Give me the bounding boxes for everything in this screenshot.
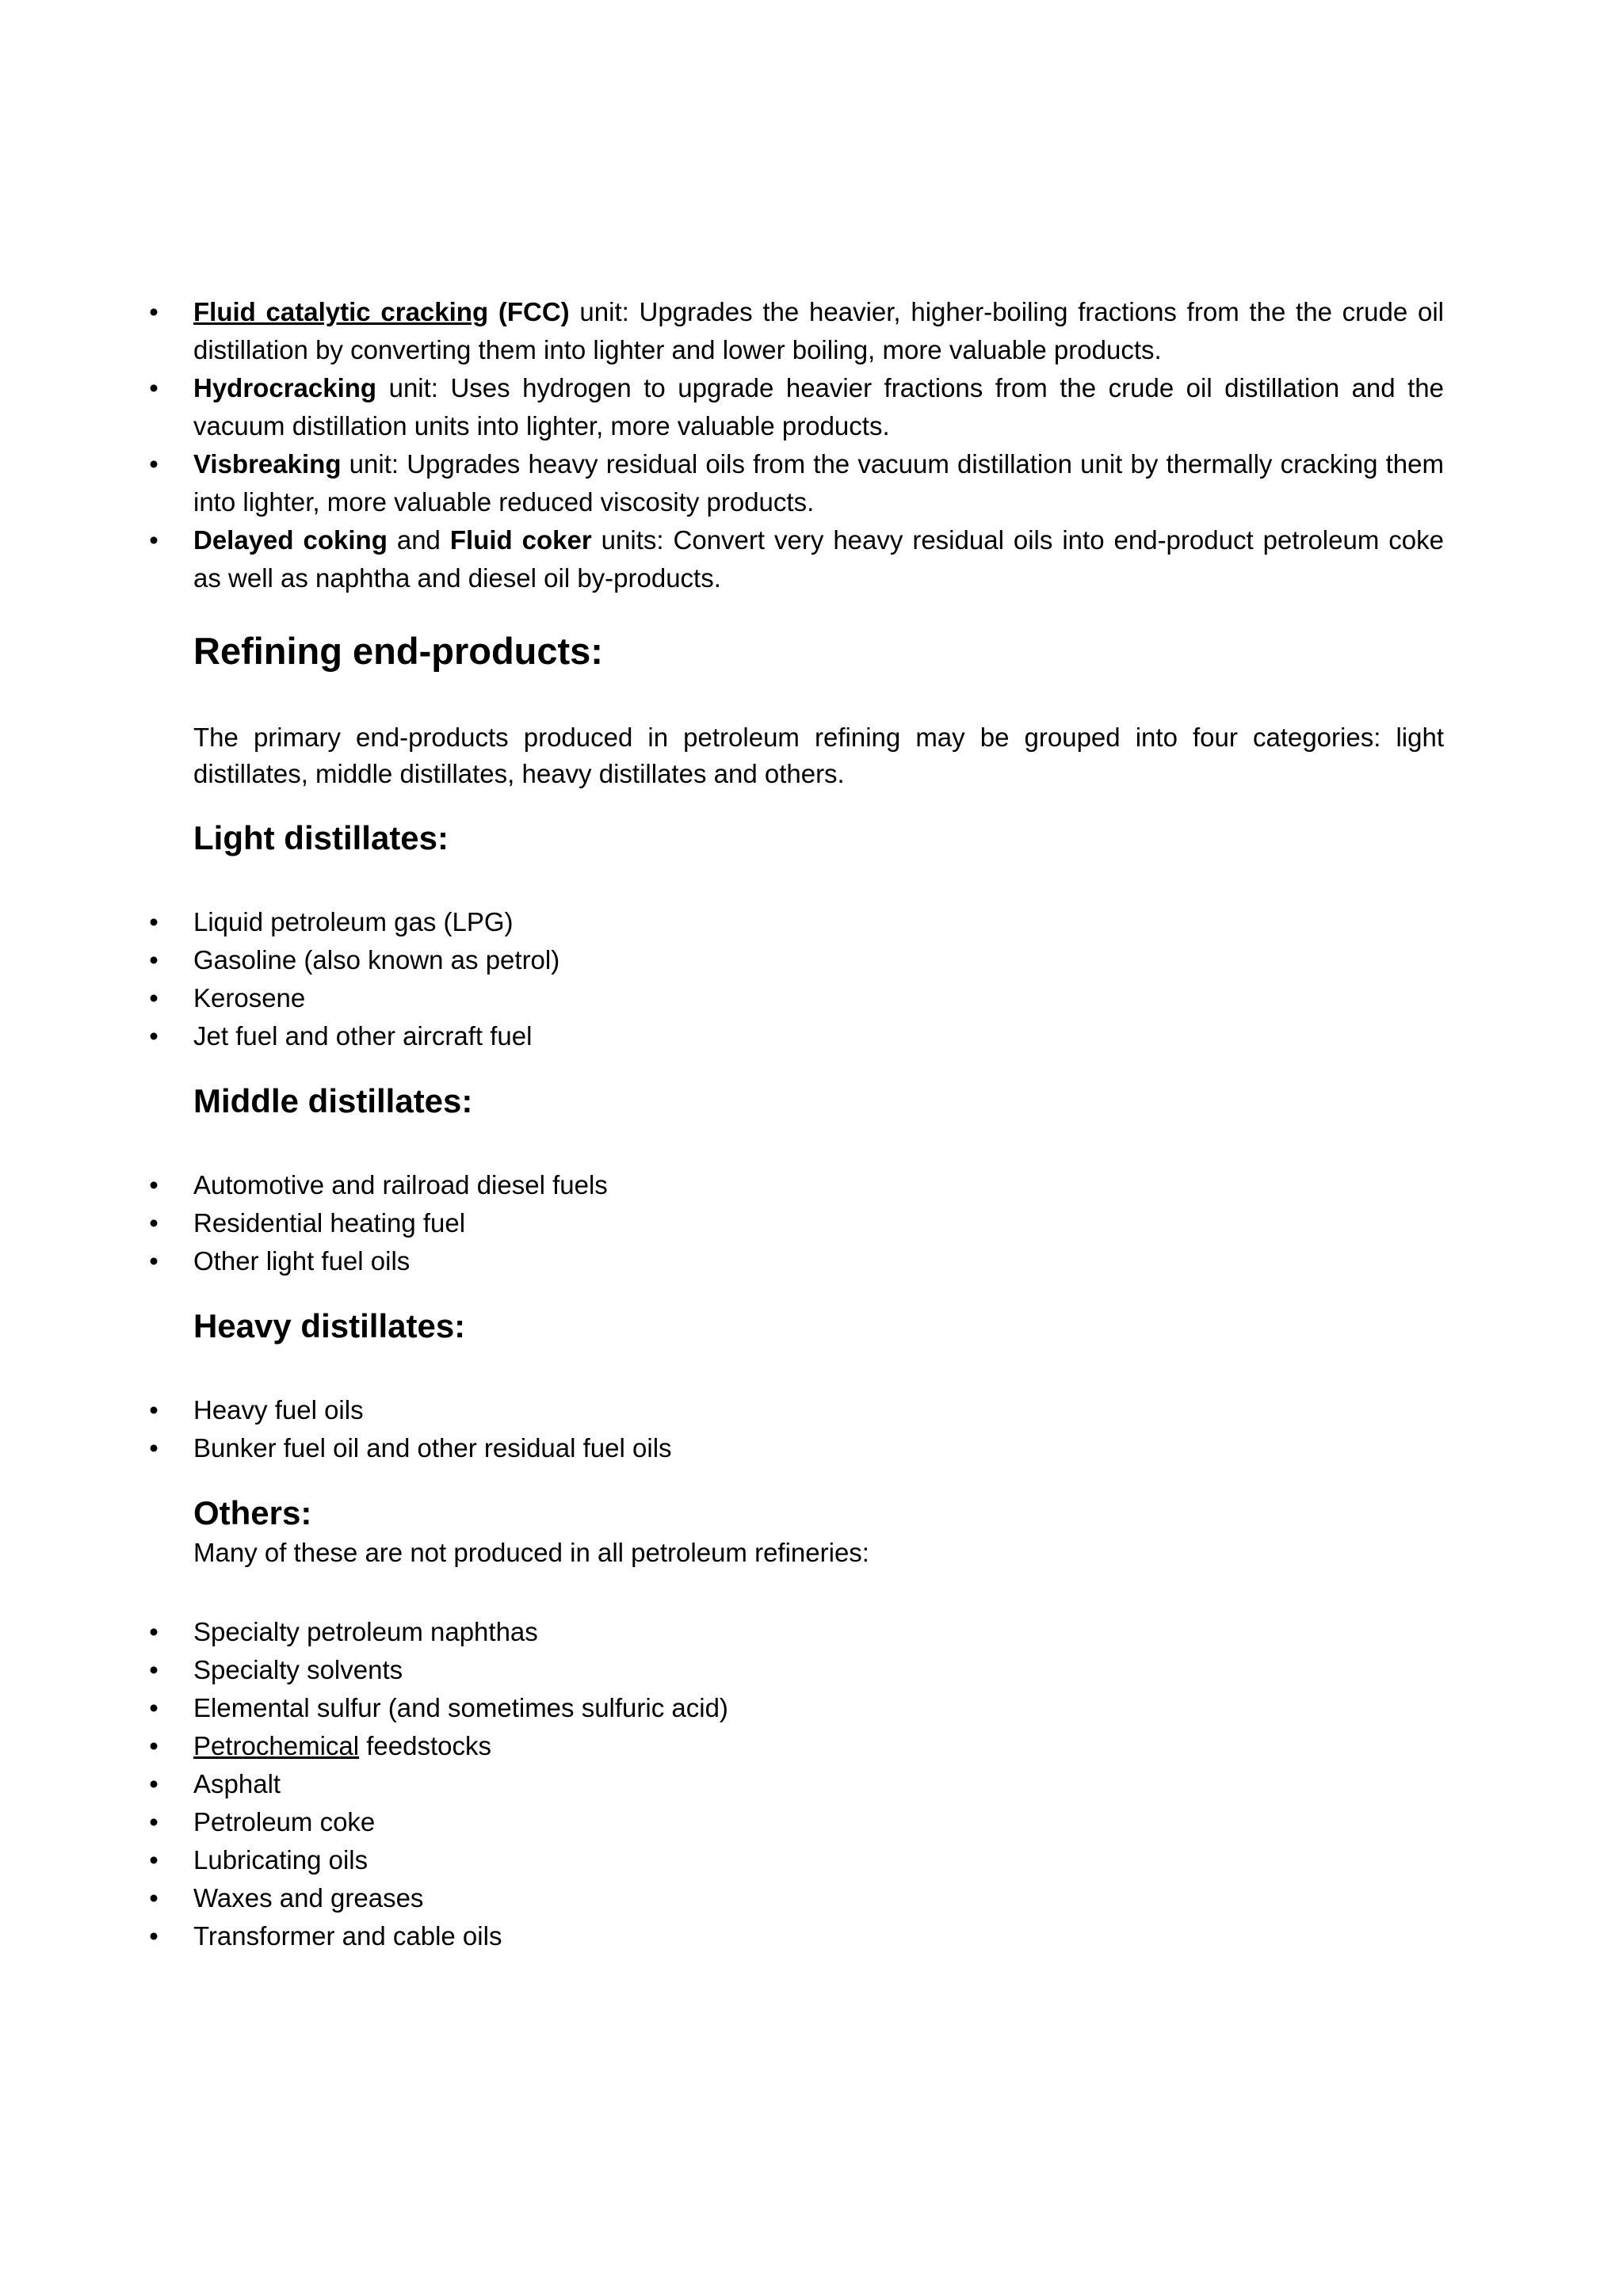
list-item: [149, 979, 1444, 1017]
list-item: [149, 1429, 1444, 1467]
bullet: •: [149, 1731, 158, 1760]
middle-distillates-heading: Middle distillates:: [193, 1082, 473, 1119]
petrochemical-link[interactable]: Petrochemical: [193, 1731, 360, 1760]
list-item-hydrocracking: [149, 369, 1444, 445]
list-item: [149, 1841, 1444, 1879]
others-note: Many of these are not produced in all petroleum refineries:: [193, 1538, 869, 1567]
light-distillates-list: [149, 903, 1444, 1055]
list-item: [149, 1803, 1444, 1841]
fcc-abbr: (FCC): [498, 297, 570, 326]
hydrocracking-description: unit: Uses hydrogen to upgrade heavier fractions from the crude oil distillation and the vacuum distillation units into lighter, more valuable products.: [193, 373, 1444, 441]
list-item: [149, 1242, 1444, 1280]
middle-distillates-list: [149, 1166, 1444, 1280]
list-item: [149, 1765, 1444, 1803]
bullet: •: [149, 1807, 158, 1836]
coking-description: units: Convert very heavy residual oils into end-product petroleum coke as well as naphtha and diesel oil by-products.: [193, 525, 1444, 593]
heavy-distillates-list: [149, 1391, 1444, 1467]
bullet: •: [149, 945, 158, 974]
list-item-text: Kerosene: [193, 983, 306, 1013]
bullet: •: [149, 1845, 158, 1875]
list-item-text: feedstocks: [359, 1731, 492, 1760]
delayed-coking-term: Delayed coking: [193, 525, 388, 555]
list-item-text: Elemental sulfur (and sometimes sulfuric acid): [193, 1693, 728, 1722]
list-item-text: Heavy fuel oils: [193, 1395, 364, 1425]
end-products-intro: The primary end-products produced in petroleum refining may be grouped into four categories: light distillates, middle distillates, heavy distillates and others.: [193, 723, 1444, 788]
list-item-text: Residential heating fuel: [193, 1208, 466, 1238]
bullet: •: [149, 983, 158, 1013]
list-item-text: Lubricating oils: [193, 1845, 369, 1875]
bullet: •: [149, 1433, 158, 1463]
list-item-text: Transformer and cable oils: [193, 1921, 502, 1951]
others-heading: Others:: [193, 1494, 312, 1531]
visbreaking-description: unit: Upgrades heavy residual oils from the vacuum distillation unit by thermally cracking them into lighter, more valuable reduced viscosity products.: [193, 449, 1444, 517]
coking-joiner: and: [387, 525, 450, 555]
fcc-link[interactable]: Fluid catalytic cracking: [193, 297, 489, 326]
end-products-heading: Refining end-products:: [193, 630, 603, 672]
bullet: •: [149, 1655, 158, 1684]
list-item-text: Specialty solvents: [193, 1655, 403, 1684]
bullet: •: [149, 1921, 158, 1951]
list-item: [149, 1613, 1444, 1651]
heavy-distillates-heading: Heavy distillates:: [193, 1307, 466, 1344]
light-distillates-heading: Light distillates:: [193, 819, 449, 856]
visbreaking-term: Visbreaking: [193, 449, 342, 479]
list-item-text: Specialty petroleum naphthas: [193, 1617, 538, 1646]
bullet: •: [149, 1395, 158, 1425]
bullet: •: [149, 1246, 158, 1276]
list-item: [149, 1917, 1444, 1955]
list-item-text: Jet fuel and other aircraft fuel: [193, 1021, 533, 1051]
list-item: [149, 1651, 1444, 1689]
hydrocracking-term: Hydrocracking: [193, 373, 377, 402]
list-item-text: Liquid petroleum gas (LPG): [193, 907, 514, 936]
bullet: •: [149, 1883, 158, 1913]
bullet: •: [149, 1170, 158, 1199]
bullet: •: [149, 449, 158, 479]
list-item: [149, 1166, 1444, 1204]
bullet: •: [149, 1769, 158, 1798]
list-item-petrochemical: [149, 1727, 1444, 1765]
bullet: •: [149, 1021, 158, 1051]
list-item-visbreaking: [149, 445, 1444, 521]
list-item: [149, 1391, 1444, 1429]
list-item-text: Other light fuel oils: [193, 1246, 411, 1276]
list-item: [149, 903, 1444, 941]
bullet: •: [149, 1208, 158, 1238]
list-item-text: Gasoline (also known as petrol): [193, 945, 560, 974]
list-item-text: Automotive and railroad diesel fuels: [193, 1170, 608, 1199]
list-item-text: Asphalt: [193, 1769, 281, 1798]
others-list: [149, 1613, 1444, 1955]
list-item-text: Bunker fuel oil and other residual fuel oils: [193, 1433, 672, 1463]
list-item: [149, 1879, 1444, 1917]
list-item-text: Waxes and greases: [193, 1883, 424, 1913]
fluid-coker-term: Fluid coker: [449, 525, 592, 555]
bullet: •: [149, 525, 158, 555]
bullet: •: [149, 907, 158, 936]
list-item-coking: [149, 521, 1444, 597]
list-item: [149, 1689, 1444, 1727]
list-item-text: Petroleum coke: [193, 1807, 376, 1836]
refinery-units-list: [149, 293, 1444, 597]
list-item-fcc: [149, 293, 1444, 369]
bullet: •: [149, 1617, 158, 1646]
bullet: •: [149, 1693, 158, 1722]
list-item: [149, 1017, 1444, 1055]
page-content: [149, 293, 1444, 1955]
fcc-description: unit: Upgrades the heavier, higher-boiling fractions from the the crude oil distillation by converting them into lighter and lower boiling, more valuable products.: [193, 297, 1444, 364]
list-item: [149, 941, 1444, 979]
list-item: [149, 1204, 1444, 1242]
bullet: •: [149, 297, 158, 326]
bullet: •: [149, 373, 158, 402]
